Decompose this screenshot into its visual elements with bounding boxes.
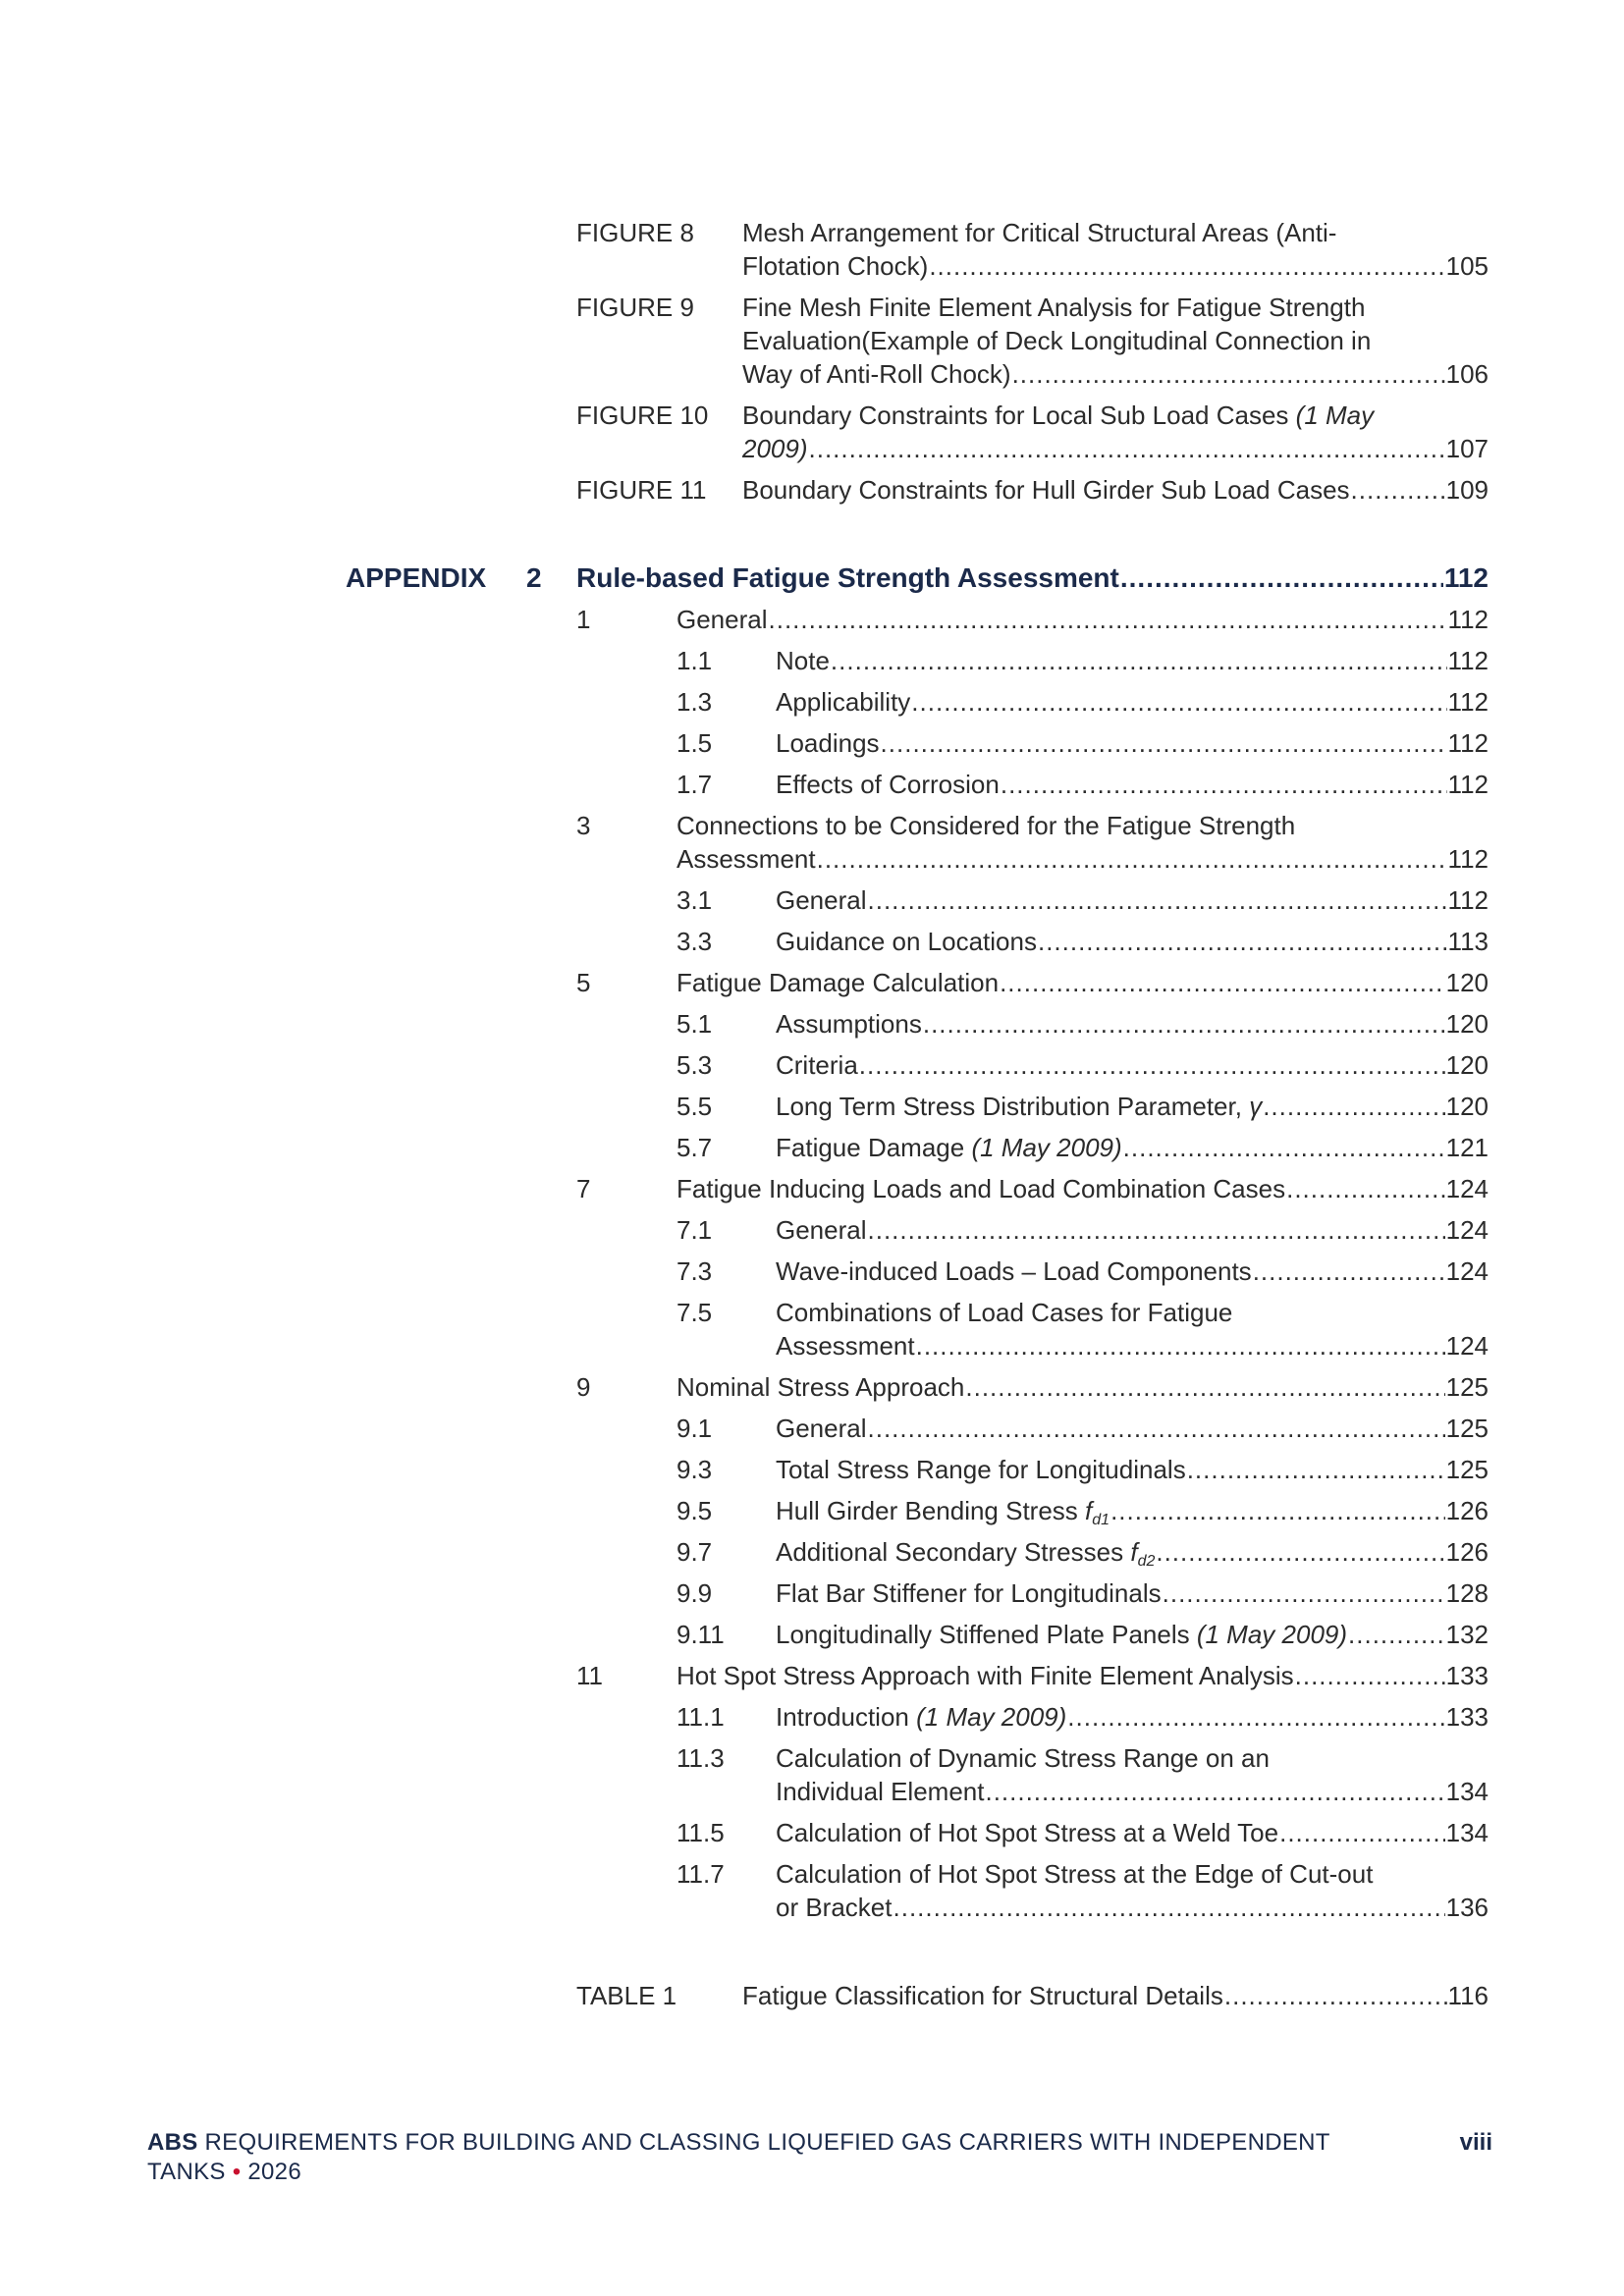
subsection-title: Individual Element xyxy=(776,1777,985,1806)
dot-leader xyxy=(1263,1090,1444,1123)
subsection-title xyxy=(776,1494,1110,1527)
subsection-number: 5.3 xyxy=(677,1050,713,1080)
dot-leader xyxy=(1351,473,1445,507)
table-label: TABLE 1 xyxy=(576,1981,677,2010)
dot-leader xyxy=(1120,561,1443,595)
dot-leader xyxy=(985,1775,1444,1808)
toc-entry[interactable] xyxy=(677,842,1489,876)
subsection-title-text: Long Term Stress Distribution Parameter, xyxy=(776,1092,1242,1121)
subsection-number: 9.7 xyxy=(677,1537,713,1567)
section-number: 7 xyxy=(576,1174,591,1203)
subsection-title: Criteria xyxy=(776,1050,858,1080)
subsection-title: Loadings xyxy=(776,728,880,758)
appendix-number: 2 xyxy=(526,562,542,593)
footer-title-cont: TANKS xyxy=(147,2159,226,2185)
figure-title: Boundary Constraints for Local Sub Load Cases xyxy=(742,400,1289,430)
toc-entry[interactable] xyxy=(677,1659,1489,1692)
section-number: 9 xyxy=(576,1372,591,1402)
figure-title: Way of Anti-Roll Chock) xyxy=(742,359,1011,389)
subsection-number: 7.5 xyxy=(677,1298,713,1327)
section-title: Fatigue Inducing Loads and Load Combination Cases xyxy=(677,1174,1286,1203)
dot-leader xyxy=(1156,1535,1444,1569)
page-number: 120 xyxy=(1445,968,1489,997)
toc-entry[interactable] xyxy=(776,685,1489,719)
dot-leader xyxy=(893,1891,1445,1924)
page-number: 134 xyxy=(1445,1818,1489,1847)
subsection-title[interactable]: Calculation of Dynamic Stress Range on an xyxy=(776,1743,1270,1773)
figure-title[interactable]: Fine Mesh Finite Element Analysis for Fatigue Strength xyxy=(742,293,1366,322)
dot-leader xyxy=(868,1412,1445,1445)
figure-label: FIGURE 8 xyxy=(576,218,694,247)
page-number: 133 xyxy=(1445,1661,1489,1690)
dot-leader xyxy=(1253,1255,1445,1288)
page-number: 134 xyxy=(1445,1777,1489,1806)
page-number: 136 xyxy=(1445,1893,1489,1922)
page-number: 125 xyxy=(1445,1414,1489,1443)
page-number: 109 xyxy=(1445,475,1489,505)
page-number: 120 xyxy=(1445,1009,1489,1039)
dot-leader xyxy=(1012,357,1445,391)
subsection-number: 3.1 xyxy=(677,885,713,915)
dot-leader xyxy=(1286,1172,1445,1205)
subsection-number: 1.1 xyxy=(677,646,713,675)
figure-label: FIGURE 11 xyxy=(576,475,707,505)
amendment-note: (1 May 2009) xyxy=(916,1702,1067,1732)
toc-entry[interactable] xyxy=(742,357,1489,391)
section-title: Hot Spot Stress Approach with Finite Element Analysis xyxy=(677,1661,1294,1690)
dot-leader xyxy=(769,603,1447,636)
footer-line-2 xyxy=(147,2158,1330,2187)
dot-leader xyxy=(868,1213,1445,1247)
subsection-title: Note xyxy=(776,646,830,675)
stress-symbol: f xyxy=(1130,1537,1138,1567)
footer-year: 2026 xyxy=(247,2159,301,2185)
page-number: 126 xyxy=(1445,1537,1489,1567)
dot-leader xyxy=(929,249,1444,283)
page-number: 112 xyxy=(1447,885,1489,915)
subsection-title[interactable]: Calculation of Hot Spot Stress at the Edge of Cut-out xyxy=(776,1859,1374,1889)
page-number: 126 xyxy=(1445,1496,1489,1525)
dot-leader xyxy=(1067,1700,1444,1734)
toc-entry[interactable] xyxy=(776,1494,1489,1527)
subsection-title: General xyxy=(776,1414,867,1443)
dot-leader xyxy=(1038,925,1447,958)
subsection-number: 11.5 xyxy=(677,1818,725,1847)
section-title: Nominal Stress Approach xyxy=(677,1372,965,1402)
subsection-number: 7.3 xyxy=(677,1256,713,1286)
page-number: 124 xyxy=(1445,1215,1489,1245)
toc-entry[interactable] xyxy=(677,966,1489,999)
page-number: 132 xyxy=(1445,1620,1489,1649)
subsection-number: 1.5 xyxy=(677,728,713,758)
toc-entry[interactable] xyxy=(677,1172,1489,1205)
section-number: 11 xyxy=(576,1661,603,1690)
subsection-number: 9.1 xyxy=(677,1414,713,1443)
subsection-title: Wave-induced Loads – Load Components xyxy=(776,1256,1252,1286)
subsection-number: 5.7 xyxy=(677,1133,713,1162)
subsection-title: Effects of Corrosion xyxy=(776,770,1000,799)
toc-entry[interactable] xyxy=(776,1412,1489,1445)
toc-entry[interactable] xyxy=(776,1090,1489,1123)
subsection-title xyxy=(776,1131,1122,1164)
toc-entry[interactable] xyxy=(742,399,1374,432)
dot-leader xyxy=(881,726,1447,760)
dot-leader xyxy=(1123,1131,1445,1164)
section-number: 3 xyxy=(576,811,591,840)
subsection-number: 7.1 xyxy=(677,1215,713,1245)
toc-entry[interactable] xyxy=(776,1131,1489,1164)
toc-entry[interactable] xyxy=(776,1618,1489,1651)
amendment-note: (1 May 2009) xyxy=(971,1133,1122,1162)
toc-entry[interactable] xyxy=(776,644,1489,677)
footer-title: REQUIREMENTS FOR BUILDING AND CLASSING LIQUEFIED GAS CARRIERS WITH INDEPENDENT xyxy=(204,2129,1330,2156)
subsection-title: Calculation of Hot Spot Stress at a Weld Toe xyxy=(776,1818,1279,1847)
dot-leader xyxy=(923,1007,1445,1041)
toc-entry[interactable] xyxy=(776,925,1489,958)
page-number: 113 xyxy=(1447,927,1489,956)
page-number: 133 xyxy=(1445,1702,1489,1732)
toc-entry[interactable] xyxy=(742,473,1489,507)
toc-entry[interactable] xyxy=(742,249,1489,283)
toc-entry[interactable] xyxy=(776,1775,1489,1808)
subsection-title-text: Fatigue Damage xyxy=(776,1133,965,1162)
subsection-number: 1.7 xyxy=(677,770,713,799)
toc-entry[interactable] xyxy=(776,1453,1489,1486)
figure-title: Flotation Chock) xyxy=(742,251,929,281)
toc-entry[interactable] xyxy=(776,1255,1489,1288)
page-number: 125 xyxy=(1445,1455,1489,1484)
dot-leader xyxy=(1163,1576,1445,1610)
subsection-title xyxy=(776,1618,1347,1651)
amendment-note: (1 May xyxy=(1295,400,1375,430)
gamma-symbol: γ xyxy=(1249,1092,1263,1121)
dot-leader xyxy=(1348,1618,1445,1651)
page-number: 112 xyxy=(1447,844,1489,874)
stress-symbol: f xyxy=(1085,1496,1093,1525)
page-number: 120 xyxy=(1445,1092,1489,1121)
brand-logo-text: ABS xyxy=(147,2129,198,2156)
toc-entry[interactable] xyxy=(776,726,1489,760)
subsection-number: 1.3 xyxy=(677,687,713,717)
subsection-title-text: Introduction xyxy=(776,1702,909,1732)
subsection-number: 5.5 xyxy=(677,1092,713,1121)
page-number: 105 xyxy=(1445,251,1489,281)
subsection-title: Flat Bar Stiffener for Longitudinals xyxy=(776,1578,1162,1608)
subsection-title: Guidance on Locations xyxy=(776,927,1037,956)
dot-leader xyxy=(1110,1494,1445,1527)
dot-leader xyxy=(916,1329,1445,1362)
subsection-title: Assumptions xyxy=(776,1009,922,1039)
dot-leader xyxy=(1279,1816,1445,1849)
dot-leader xyxy=(1224,1979,1447,2012)
toc-entry[interactable] xyxy=(776,883,1489,917)
subsection-title xyxy=(776,1090,1262,1123)
dot-leader xyxy=(809,432,1445,465)
dot-leader xyxy=(1187,1453,1445,1486)
page-number: 125 xyxy=(1445,1372,1489,1402)
section-number: 1 xyxy=(576,605,591,634)
toc-entry[interactable] xyxy=(776,1700,1489,1734)
appendix-title: Rule-based Fatigue Strength Assessment xyxy=(576,562,1119,593)
subsection-number: 9.3 xyxy=(677,1455,713,1484)
subsection-number: 3.3 xyxy=(677,927,713,956)
toc-entry[interactable] xyxy=(776,1007,1489,1041)
page-number: 112 xyxy=(1447,605,1489,634)
subsection-number: 9.11 xyxy=(677,1620,725,1649)
figure-title[interactable]: Mesh Arrangement for Critical Structural Areas (Anti- xyxy=(742,218,1337,247)
section-title[interactable]: Connections to be Considered for the Fatigue Strength xyxy=(677,811,1296,840)
toc-entry[interactable] xyxy=(742,1979,1489,2012)
page-number-footer: viii xyxy=(1459,2129,1492,2156)
dot-leader xyxy=(859,1048,1445,1082)
page-number: 124 xyxy=(1445,1331,1489,1361)
toc-entry[interactable] xyxy=(776,1213,1489,1247)
page-number: 112 xyxy=(1447,646,1489,675)
figure-title[interactable]: Evaluation(Example of Deck Longitudinal Connection in xyxy=(742,326,1372,355)
footer xyxy=(147,2128,1330,2187)
stress-subscript: d2 xyxy=(1137,1553,1156,1570)
toc-entry[interactable] xyxy=(776,1576,1489,1610)
figure-label: FIGURE 10 xyxy=(576,400,709,430)
subsection-title[interactable]: Combinations of Load Cases for Fatigue xyxy=(776,1298,1233,1327)
dot-leader xyxy=(911,685,1446,719)
subsection-title: Total Stress Range for Longitudinals xyxy=(776,1455,1186,1484)
subsection-number: 11.7 xyxy=(677,1859,725,1889)
page-number: 107 xyxy=(1445,434,1489,463)
amendment-note: (1 May 2009) xyxy=(1196,1620,1348,1649)
page-number: 112 xyxy=(1443,562,1489,593)
page-number: 116 xyxy=(1447,1981,1489,2010)
toc-entry[interactable] xyxy=(776,768,1489,801)
dot-leader xyxy=(817,842,1447,876)
toc-entry[interactable] xyxy=(776,1816,1489,1849)
dot-leader xyxy=(831,644,1447,677)
subsection-title: Applicability xyxy=(776,687,911,717)
amendment-note: 2009) xyxy=(742,434,808,463)
subsection-title xyxy=(776,1700,1066,1734)
section-number: 5 xyxy=(576,968,591,997)
bullet-separator: • xyxy=(232,2159,242,2185)
appendix-label: APPENDIX xyxy=(346,562,487,593)
subsection-title xyxy=(776,1535,1155,1569)
page-number: 112 xyxy=(1447,770,1489,799)
figure-title: Boundary Constraints for Hull Girder Sub Load Cases xyxy=(742,475,1350,505)
subsection-title-text: Longitudinally Stiffened Plate Panels xyxy=(776,1620,1190,1649)
subsection-title: General xyxy=(776,1215,867,1245)
subsection-number: 5.1 xyxy=(677,1009,713,1039)
dot-leader xyxy=(1001,768,1447,801)
page-number: 121 xyxy=(1445,1133,1489,1162)
subsection-title: General xyxy=(776,885,867,915)
subsection-number: 11.1 xyxy=(677,1702,725,1732)
stress-subscript: d1 xyxy=(1092,1512,1110,1528)
toc-entry[interactable] xyxy=(677,1370,1489,1404)
subsection-number: 9.9 xyxy=(677,1578,713,1608)
table-title: Fatigue Classification for Structural Details xyxy=(742,1981,1223,2010)
page-number: 112 xyxy=(1447,687,1489,717)
subsection-number: 9.5 xyxy=(677,1496,713,1525)
page-number: 106 xyxy=(1445,359,1489,389)
toc-entry[interactable] xyxy=(742,432,1489,465)
section-title: General xyxy=(677,605,768,634)
page-number: 124 xyxy=(1445,1174,1489,1203)
toc-entry[interactable] xyxy=(776,1891,1489,1924)
section-title: Fatigue Damage Calculation xyxy=(677,968,1000,997)
appendix-title-entry[interactable] xyxy=(576,561,1489,595)
subsection-number: 11.3 xyxy=(677,1743,725,1773)
toc-entry[interactable] xyxy=(776,1329,1489,1362)
page-number: 124 xyxy=(1445,1256,1489,1286)
page-number: 120 xyxy=(1445,1050,1489,1080)
page-number: 112 xyxy=(1447,728,1489,758)
subsection-title-text: Additional Secondary Stresses xyxy=(776,1537,1124,1567)
dot-leader xyxy=(1000,966,1445,999)
subsection-title: or Bracket xyxy=(776,1893,893,1922)
toc-entry[interactable] xyxy=(677,603,1489,636)
subsection-title-text: Hull Girder Bending Stress xyxy=(776,1496,1078,1525)
page-number: 128 xyxy=(1445,1578,1489,1608)
figure-label: FIGURE 9 xyxy=(576,293,694,322)
section-title: Assessment xyxy=(677,844,816,874)
toc-entry[interactable] xyxy=(776,1048,1489,1082)
toc-entry[interactable] xyxy=(776,1535,1489,1569)
dot-leader xyxy=(965,1370,1444,1404)
footer-line-1 xyxy=(147,2128,1330,2158)
subsection-title: Assessment xyxy=(776,1331,915,1361)
dot-leader xyxy=(868,883,1447,917)
dot-leader xyxy=(1295,1659,1445,1692)
